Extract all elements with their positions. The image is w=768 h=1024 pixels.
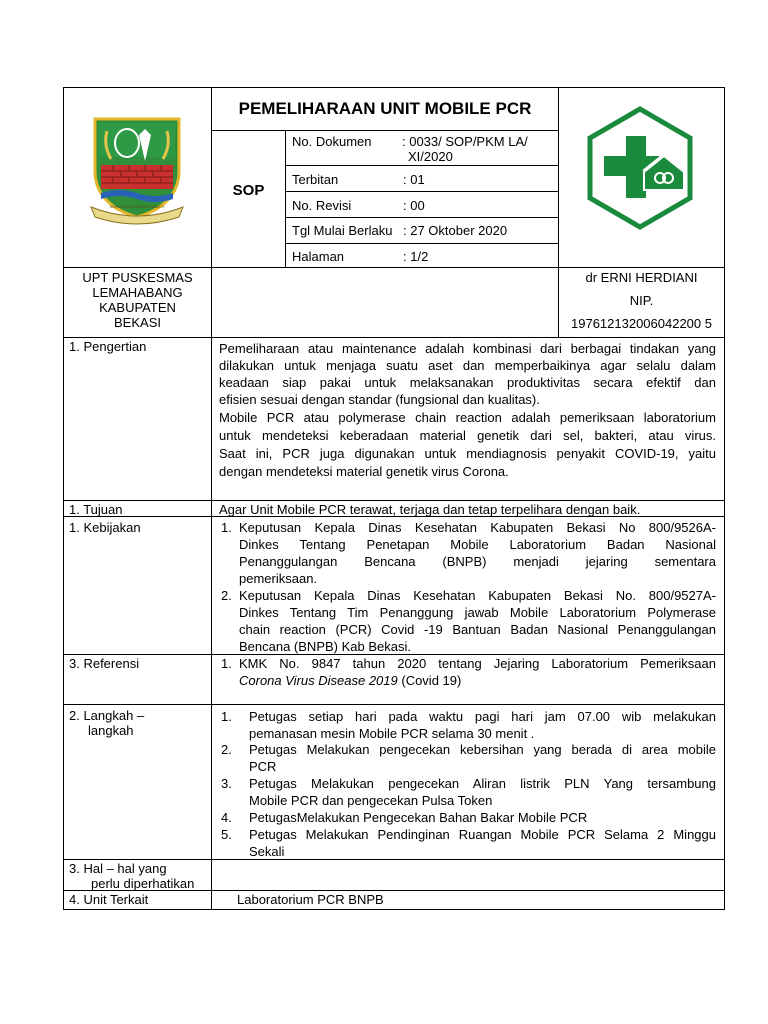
langkah-item-line: Petugas Melakukan pengecekan Aliran listrik PLN Yang tersambung: [249, 776, 716, 791]
kebijakan-item-line: Bencana (BNPB) Kab Bekasi.: [239, 639, 411, 654]
halaman-label: Halaman: [292, 249, 345, 264]
langkah-item-line: pemanasan mesin Mobile PCR selama 30 menit .: [249, 726, 535, 741]
langkah-label: 2. Langkah –: [69, 708, 145, 723]
referensi-line-1: KMK No. 9847 tahun 2020 tentang Jejaring Laboratorium Pemeriksaan: [239, 656, 716, 671]
langkah-item-line: Petugas setiap hari pada waktu pagi hari jam 07.00 wib melakukan: [249, 709, 716, 724]
signer-nip: 197612132006042200 5: [571, 316, 712, 331]
logo-motto: SWATANTRA WIBAWA MUKTI: [109, 204, 165, 209]
kebijakan-item-line: Dinkes Tentang Penetapan Mobile Laboratorium Badan Nasional: [239, 537, 716, 552]
hal-label: 3. Hal – hal yang: [69, 861, 167, 876]
body-divider: [211, 337, 212, 910]
langkah-item-number: 4.: [221, 810, 232, 825]
kebijakan-item-line: Keputusan Kepala Dinas Kesehatan Kabupaten Bekasi No 800/9526A-: [239, 520, 716, 535]
langkah-item-line: Petugas Melakukan Pendinginan Ruangan Mobile PCR Selama 2 Minggu: [249, 827, 716, 842]
org-name-line-1: UPT PUSKESMAS: [82, 270, 193, 285]
tujuan-label: 1. Tujuan: [69, 502, 123, 517]
org-name-line-4: BEKASI: [114, 315, 161, 330]
kabupaten-bekasi-logo: [87, 115, 187, 227]
signer-name: dr ERNI HERDIANI: [585, 270, 698, 285]
doc-number-value-cont: XI/2020: [408, 149, 453, 164]
langkah-item-number: 3.: [221, 776, 232, 791]
terbitan-label: Terbitan: [292, 172, 339, 187]
langkah-item-number: 1.: [221, 709, 232, 724]
pengertian-line: Mobile PCR atau polymerase chain reaction adalah pemeriksaan laboratorium: [219, 410, 716, 425]
meta-line-2: [285, 191, 558, 192]
langkah-item-line: Sekali: [249, 844, 285, 859]
pengertian-line: untuk mendeteksi keberadaan material genetik dari sel, bakteri, atau virus.: [219, 428, 716, 443]
unit-label: 4. Unit Terkait: [69, 892, 149, 907]
frame-right: [724, 87, 725, 910]
unit-value: Laboratorium PCR BNPB: [237, 892, 384, 907]
sop-divider: [285, 130, 286, 268]
pengertian-line: keadaan siap pakai untuk melaksanakan produktivitas secara efektif dan: [219, 375, 716, 390]
kebijakan-item-line: Dinkes Tentang Tim Penanggung jawab Mobile Laboratorium Polymerase: [239, 605, 716, 620]
org-name-line-3: KABUPATEN: [99, 300, 176, 315]
tujuan-text: Agar Unit Mobile PCR terawat, terjaga dan tetap terpelihara dengan baik.: [219, 502, 641, 517]
frame-top: [63, 87, 725, 88]
pengertian-line: Saat ini, PCR juga digunakan untuk mendiagnosis penyakit COVID-19, yaitu: [219, 446, 716, 461]
revisi-label: No. Revisi: [292, 198, 352, 213]
revisi-value: : 00: [403, 198, 425, 213]
kebijakan-item-line: chain reaction (PCR) Covid -19 Bantuan Badan Nasional Penanggulangan: [239, 622, 716, 637]
langkah-label-cont: langkah: [88, 723, 134, 738]
referensi-label: 3. Referensi: [69, 656, 140, 671]
pengertian-line: dilakukan untuk menjaga suatu aset dan memperbaikinya agar selalu dalam: [219, 358, 716, 373]
tgl-berlaku-label: Tgl Mulai Berlaku: [292, 223, 393, 238]
referensi-line-2: [239, 672, 461, 689]
langkah-item-line: Petugas Melakukan pengecekan kebersihan yang berada di area mobile: [249, 742, 716, 757]
puskesmas-logo: [586, 106, 694, 230]
header-mid-line: [63, 267, 725, 268]
kebijakan-item-number: 1.: [221, 520, 232, 535]
kebijakan-item-line: Penanggulangan Bencana (BNPB) menjadi jejaring sementara: [239, 554, 716, 569]
kebijakan-item-line: Keputusan Kepala Dinas Kesehatan Kabupaten Bekasi No. 800/9527A-: [239, 588, 716, 603]
pengertian-line: dengan mendeteksi material genetik virus Corona.: [219, 464, 509, 479]
header-bottom-line: [63, 337, 725, 338]
halaman-value: : 1/2: [403, 249, 429, 264]
pengertian-line: efisien sesuai dengan standar (fungsional dan kualitas).: [219, 392, 540, 407]
title-underline: [211, 130, 558, 131]
langkah-item-number: 5.: [221, 827, 232, 842]
doc-number-label: No. Dokumen: [292, 134, 372, 149]
langkah-item-line: PetugasMelakukan Pengecekan Bahan Bakar Mobile PCR: [249, 810, 588, 825]
tgl-berlaku-value: : 27 Oktober 2020: [403, 223, 508, 238]
meta-line-3: [285, 217, 558, 218]
kebijakan-label: 1. Kebijakan: [69, 520, 141, 535]
referensi-suffix: (Covid 19): [397, 673, 462, 688]
frame-left: [63, 87, 64, 910]
pengertian-line: Pemeliharaan atau maintenance adalah kombinasi dari berbagai tindakan yang: [219, 341, 716, 356]
langkah-item-line: PCR: [249, 759, 277, 774]
langkah-item-line: Mobile PCR dan pengecekan Pulsa Token: [249, 793, 493, 808]
langkah-item-number: 2.: [221, 742, 232, 757]
signer-nip-label: NIP.: [629, 293, 654, 308]
header-divider-left: [211, 87, 212, 338]
pengertian-label: 1. Pengertian: [69, 339, 147, 354]
kebijakan-item-number: 2.: [221, 588, 232, 603]
frame-bottom: [63, 909, 725, 910]
referensi-item-number: 1.: [221, 656, 232, 671]
kebijakan-item-line: pemeriksaan.: [239, 571, 318, 586]
meta-line-4: [285, 243, 558, 244]
row-line-referensi: [63, 704, 725, 705]
doc-number-value: : 0033/ SOP/PKM LA/: [402, 134, 528, 149]
referensi-italic-title: Corona Virus Disease 2019: [239, 673, 398, 688]
sop-label: SOP: [232, 182, 265, 199]
org-name-line-2: LEMAHABANG: [92, 285, 183, 300]
terbitan-value: : 01: [403, 172, 425, 187]
meta-line-1: [285, 165, 558, 166]
document-title: PEMELIHARAAN UNIT MOBILE PCR: [238, 99, 532, 118]
hal-label-cont: perlu diperhatikan: [91, 876, 195, 891]
